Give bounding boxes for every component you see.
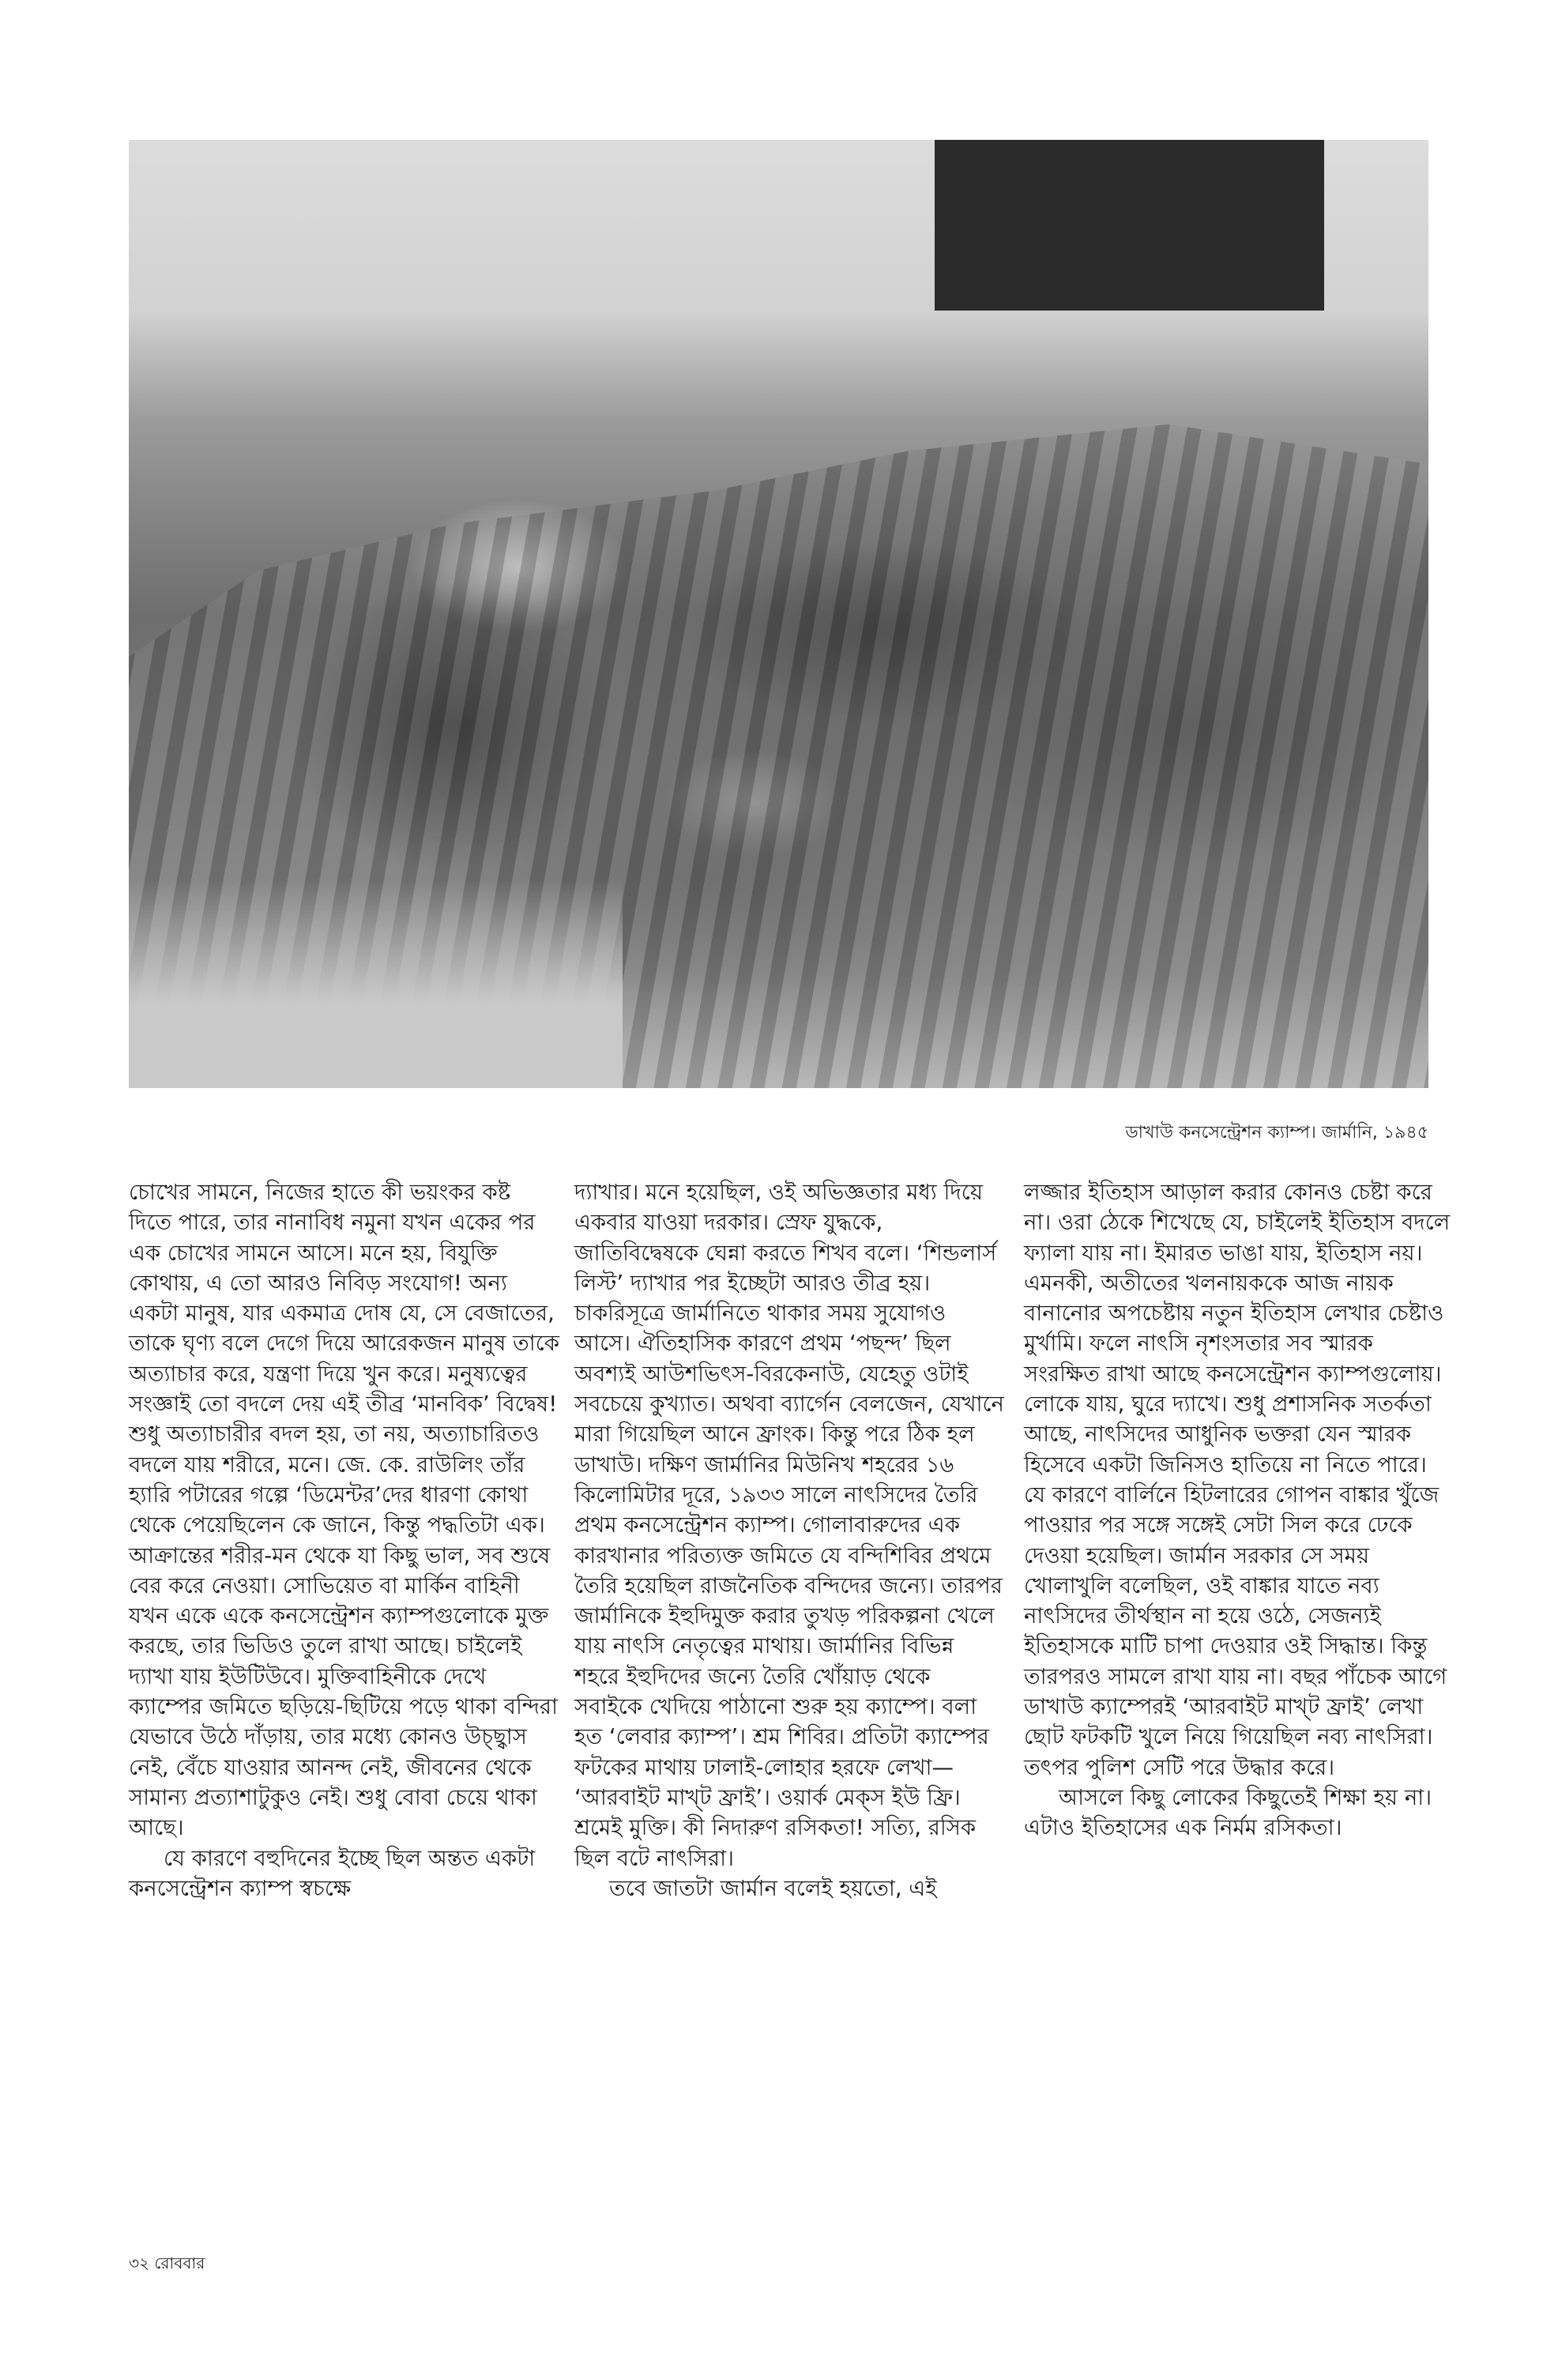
paragraph: দ্যাখার। মনে হয়েছিল, ওই অভিজ্ঞতার মধ্য দিয়ে একবার যাওয়া দরকার। স্রেফ যুদ্ধকে, জাতিবিদ্বেষকে ঘেন্না করতে শিখব বলে। ‘শিন্ডলার্স লিস্ট’ দ্যাখার পর ইচ্ছেটা আরও তীব্র হয়। চাকরিসূত্রে জার্মানিতে থাকার সময় সুযোগও আসে। ঐতিহাসিক কারণে প্রথম ‘পছন্দ’ ছিল অবশ্যই আউশভিৎস-বিরকেনাউ, যেহেতু ওটাই সবচেয়ে কুখ্যাত। অথবা ব্যার্গেন বেলজেন, যেখানে মারা গিয়েছিল আনে ফ্রাংক। কিন্তু পরে ঠিক হল ডাখাউ। দক্ষিণ জার্মানির মিউনিখ শহরের ১৬ কিলোমিটার দূরে, ১৯৩৩ সালে নাৎসিদের তৈরি প্রথম কনসেন্ট্রেশন ক্যাম্প। গোলাবারুদের এক কারখানার পরিত্যক্ত জমিতে যে বন্দিশিবির প্রথমে তৈরি হয়েছিল রাজনৈতিক বন্দিদের জন্যে। তারপর জার্মানিকে ইহুদিমুক্ত করার তুখড় পরিকল্পনা খেলে যায় নাৎসি নেতৃত্বের মাথায়। জার্মানির বিভিন্ন শহরে ইহুদিদের জন্যে তৈরি খোঁয়াড় থেকে সবাইকে খেদিয়ে পাঠানো শুরু হয় ক্যাম্পে। বলা হত ‘লেবার ক্যাম্প’। শ্রম শিবির। প্রতিটা ক্যাম্পের ফটকের মাথায় ঢালাই-লোহার হরফে লেখা— ‘আরবাইট মাখ্‌ট ফ্রাই’। ওয়ার্ক মেক্‌স ইউ ফ্রি। শ্রমেই মুক্তি। কী নিদারুণ রসিকতা! সত্যি, রসিক ছিল বটে নাৎসিরা। [574,1180,1004,1871]
photo-floor-region [129,879,623,1088]
paragraph: তবে জাতটা জার্মান বলেই হয়তো, এই [609,1875,937,1901]
article-photo [129,140,1428,1088]
article-column-1 [129,1177,559,1904]
page-footer [129,2252,205,2278]
paragraph: চোখের সামনে, নিজের হাতে কী ভয়ংকর কষ্ট দিতে পারে, তার নানাবিধ নমুনা যখন একের পর এক চোখের সামনে আসে। মনে হয়, বিযুক্তি কোথায়, এ তো আরও নিবিড় সংযোগ! অন্য একটা মানুষ, যার একমাত্র দোষ যে, সে বেজাতের, তাকে ঘৃণ্য বলে দেগে দিয়ে আরেকজন মানুষ তাকে অত্যাচার করে, যন্ত্রণা দিয়ে খুন করে। মনুষ্যত্বের সংজ্ঞাই তো বদলে দেয় এই তীব্র ‘মানবিক’ বিদ্বেষ! শুধু অত্যাচারীর বদল হয়, তা নয়, অত্যাচারিতও বদলে যায় শরীরে, মনে। জে. কে. রাউলিং তাঁর হ্যারি পটারের গল্পে ‘ডিমেন্টর’দের ধারণা কোথা থেকে পেয়েছিলেন কে জানে, কিন্তু পদ্ধতিটা এক। আক্রান্তের শরীর-মন থেকে যা কিছু ভাল, সব শুষে বের করে নেওয়া। সোভিয়েত বা মার্কিন বাহিনী যখন একে একে কনসেন্ট্রেশন ক্যাম্পগুলোকে মুক্ত করছে, তার ভিডিও তুলে রাখা আছে। চাইলেই দ্যাখা যায় ইউটিউবে। মুক্তিবাহিনীকে দেখে ক্যাম্পের জমিতে ছড়িয়ে-ছিটিয়ে পড়ে থাকা বন্দিরা যেভাবে উঠে দাঁড়ায়, তার মধ্যে কোনও উচ্ছ্বাস নেই, বেঁচে যাওয়ার আনন্দ নেই, জীবনের থেকে সামান্য প্রত্যাশাটুকুও নেই। শুধু বোবা চেয়ে থাকা আছে। [129,1180,559,1841]
paragraph: আসলে কিছু লোকের কিছুতেই শিক্ষা হয় না। এটাও ইতিহাসের এক নির্মম রসিকতা। [1024,1784,1432,1841]
article-column-2 [574,1177,1005,1904]
paragraph: যে কারণে বহুদিনের ইচ্ছে ছিল অন্তত একটা কনসেন্ট্রেশন ক্যাম্প স্বচক্ষে [129,1845,536,1901]
publication-name: রোববার [154,2254,205,2273]
article-column-3 [1024,1177,1455,1843]
photo-door-region [935,140,1325,311]
page-number: ৩২ [129,2254,150,2273]
photo-caption: ডাখাউ কনসেন্ট্রেশন ক্যাম্প। জার্মানি, ১৯৪৫ [1125,1123,1428,1143]
paragraph: লজ্জার ইতিহাস আড়াল করার কোনও চেষ্টা করে না। ওরা ঠেকে শিখেছে যে, চাইলেই ইতিহাস বদলে ফ্যালা যায় না। ইমারত ভাঙা যায়, ইতিহাস নয়। এমনকী, অতীতের খলনায়ককে আজ নায়ক বানানোর অপচেষ্টায় নতুন ইতিহাস লেখার চেষ্টাও মুর্খামি। ফলে নাৎসি নৃশংসতার সব স্মারক সংরক্ষিত রাখা আছে কনসেন্ট্রেশন ক্যাম্পগুলোয়। লোকে যায়, ঘুরে দ্যাখে। শুধু প্রশাসনিক সতর্কতা আছে, নাৎসিদের আধুনিক ভক্তরা যেন স্মারক হিসেবে একটা জিনিসও হাতিয়ে না নিতে পারে। যে কারণে বার্লিনে হিটলারের গোপন বাঙ্কার খুঁজে পাওয়ার পর সঙ্গে সঙ্গেই সেটা সিল করে ঢেকে দেওয়া হয়েছিল। জার্মান সরকার সে সময় খোলাখুলি বলেছিল, ওই বাঙ্কার যাতে নব্য নাৎসিদের তীর্থস্থান না হয়ে ওঠে, সেজন্যই ইতিহাসকে মাটি চাপা দেওয়ার ওই সিদ্ধান্ত। কিন্তু তারপরও সামলে রাখা যায় না। বছর পাঁচেক আগে ডাখাউ ক্যাম্পেরই ‘আরবাইট মাখ্‌ট ফ্রাই’ লেখা ছোট ফটকটি খুলে নিয়ে গিয়েছিল নব্য নাৎসিরা। তৎপর পুলিশ সেটি পরে উদ্ধার করে। [1024,1180,1451,1780]
